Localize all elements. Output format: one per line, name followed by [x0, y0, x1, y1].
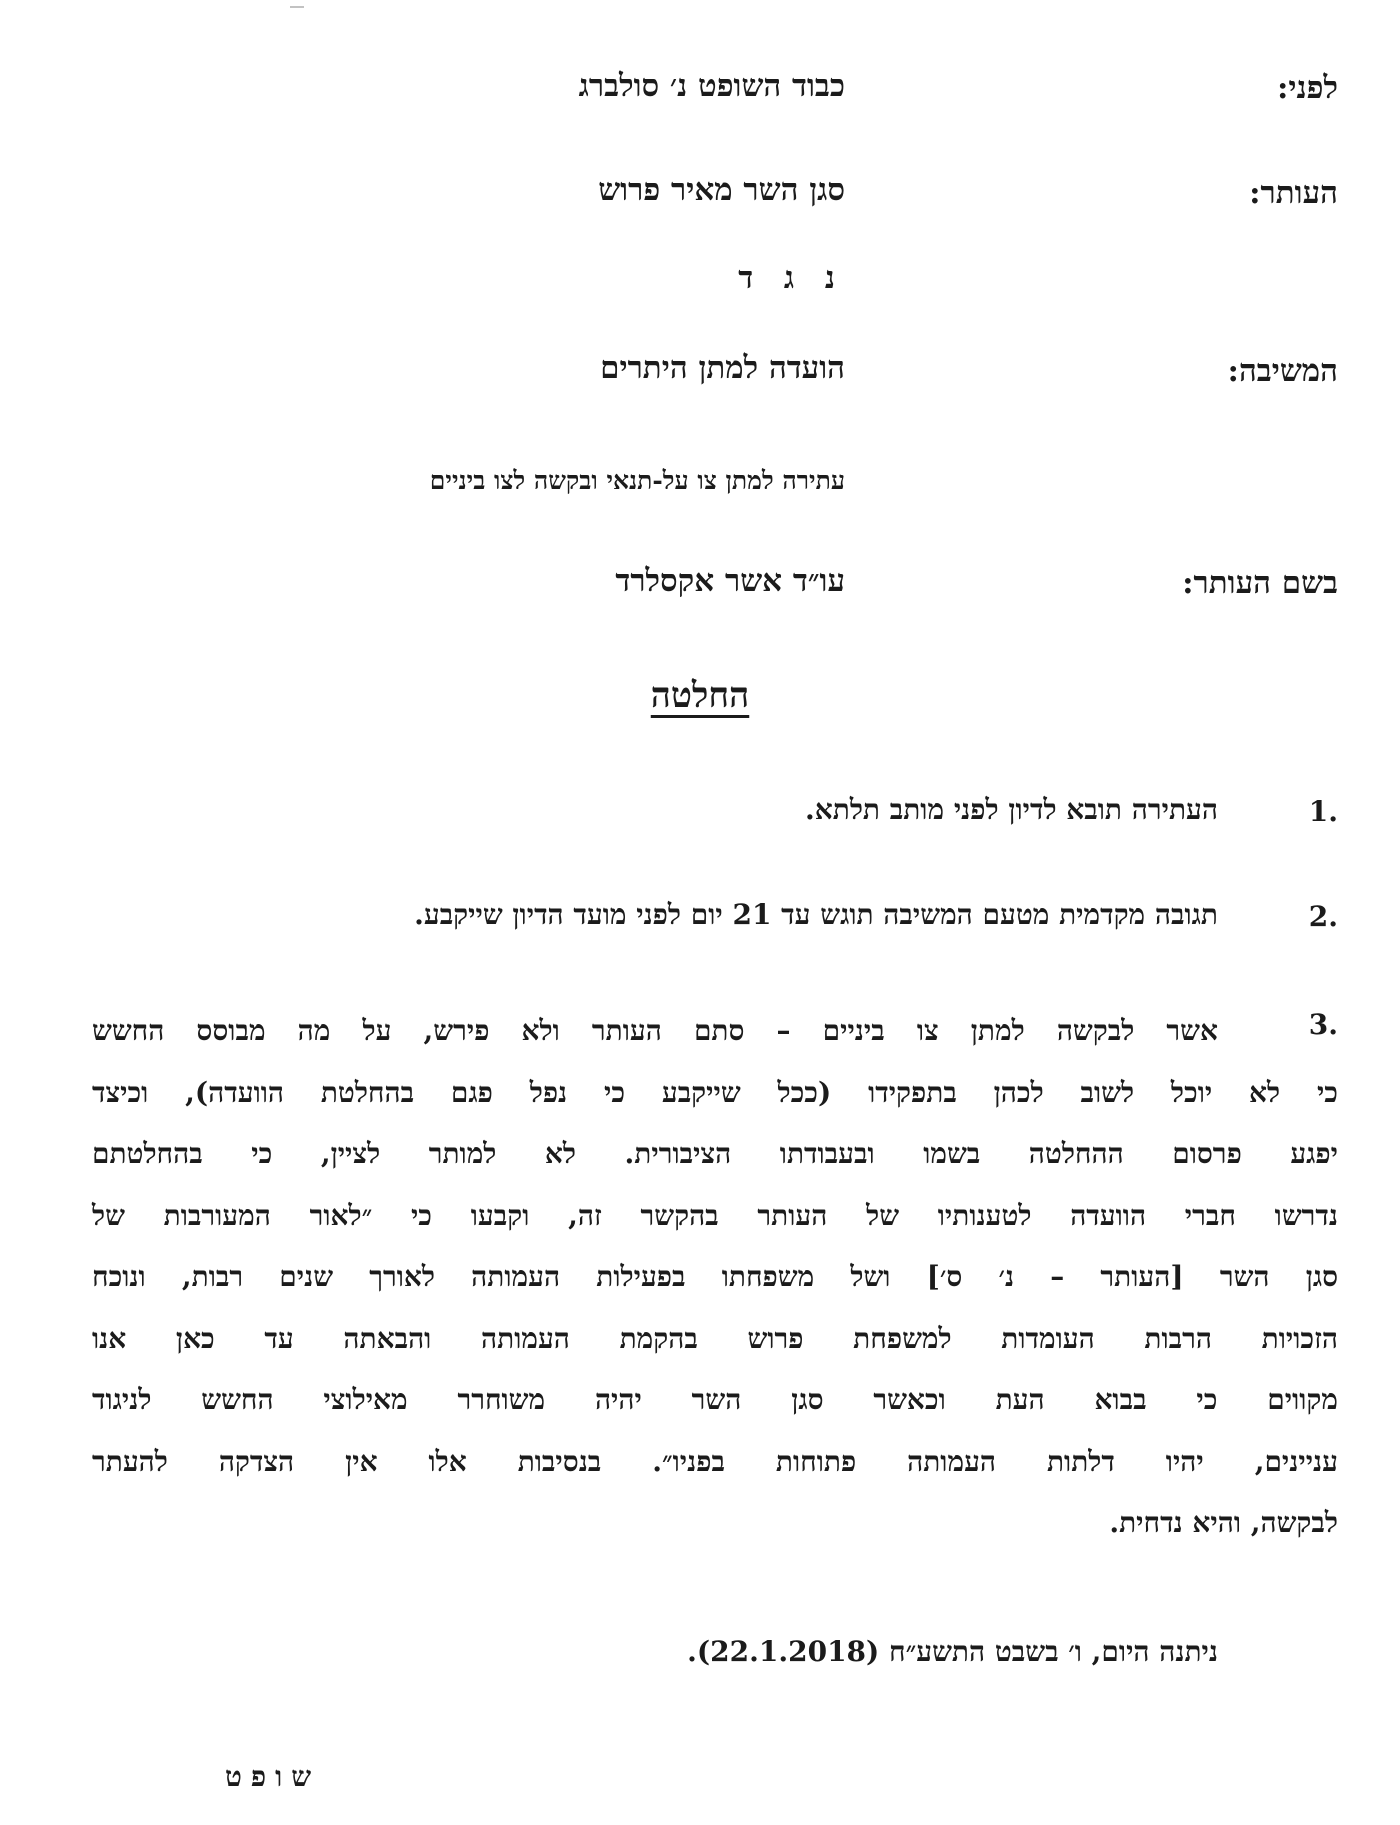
paragraph-line: אשר לבקשה למתן צו ביניים – סתם העותר ולא פירש, על מה מבוסס החשש	[92, 1014, 1218, 1047]
paragraph-line: יפגע פרסום ההחלטה בשמו ובעבודתו הציבורית. לא למותר לציין, כי בהחלטתם	[92, 1137, 1338, 1170]
before-label: לפני:	[1276, 70, 1338, 106]
petition-subject: עתירה למתן צו על-תנאי ובקשה לצו ביניים	[429, 466, 845, 495]
paragraph-line: הזכויות הרבות העומדות למשפחת פרוש בהקמת העמותה והבאתה עד כאן אנו	[92, 1321, 1338, 1355]
item-number-2: .2	[1308, 900, 1338, 933]
paragraph-line: לבקשה, והיא נדחית.	[1109, 1506, 1338, 1539]
counsel-name: עו״ד אשר אקסלרד	[615, 563, 845, 599]
respondent-label: המשיבה:	[1227, 353, 1338, 389]
scan-artifact	[290, 0, 304, 8]
counsel-label: בשם העותר:	[1182, 565, 1338, 601]
item-text-2: תגובה מקדמית מטעם המשיבה תוגש עד 21 יום לפני מועד הדיון שייקבע.	[414, 898, 1218, 931]
paragraph-line: נדרשו חברי הוועדה לטענותיו של העותר בהקשר זה, וקבעו כי ״לאור המעורבות של	[92, 1198, 1338, 1232]
paragraph-line: עניינים, יהיו דלתות העמותה פתוחות בפניו״. בנסיבות אלו אין הצדקה להעתר	[92, 1444, 1338, 1478]
judge-signature: שופט	[225, 1760, 321, 1793]
versus-label: נ ג ד	[738, 260, 845, 296]
item-number-1: .1	[1308, 795, 1338, 828]
petitioner-label: העותר:	[1249, 175, 1338, 211]
paragraph-line: כי לא יוכל לשוב לכהן בתפקידו (ככל שייקבע כי נפל פגם בהחלטת הוועדה), וכיצד	[92, 1075, 1338, 1109]
item-text-3	[92, 1000, 1338, 1554]
given-date: ניתנה היום, ו׳ בשבט התשע״ח (22.1.2018).	[687, 1635, 1218, 1668]
petitioner-name: סגן השר מאיר פרוש	[598, 172, 845, 208]
decision-title: החלטה	[650, 675, 750, 716]
paragraph-line: סגן השר [העותר – נ׳ ס׳] ושל משפחתו בפעילות העמותה לאורך שנים רבות, ונוכח	[92, 1260, 1338, 1293]
respondent-name: הועדה למתן היתרים	[600, 350, 845, 386]
judge-name: כבוד השופט נ׳ סולברג	[578, 68, 845, 104]
paragraph-line: מקווים כי בבוא העת וכאשר סגן השר יהיה משוחרר מאילוצי החשש לניגוד	[92, 1383, 1338, 1416]
item-text-1: העתירה תובא לדיון לפני מותב תלתא.	[805, 793, 1218, 826]
item-number-3: .3	[1308, 1008, 1338, 1041]
